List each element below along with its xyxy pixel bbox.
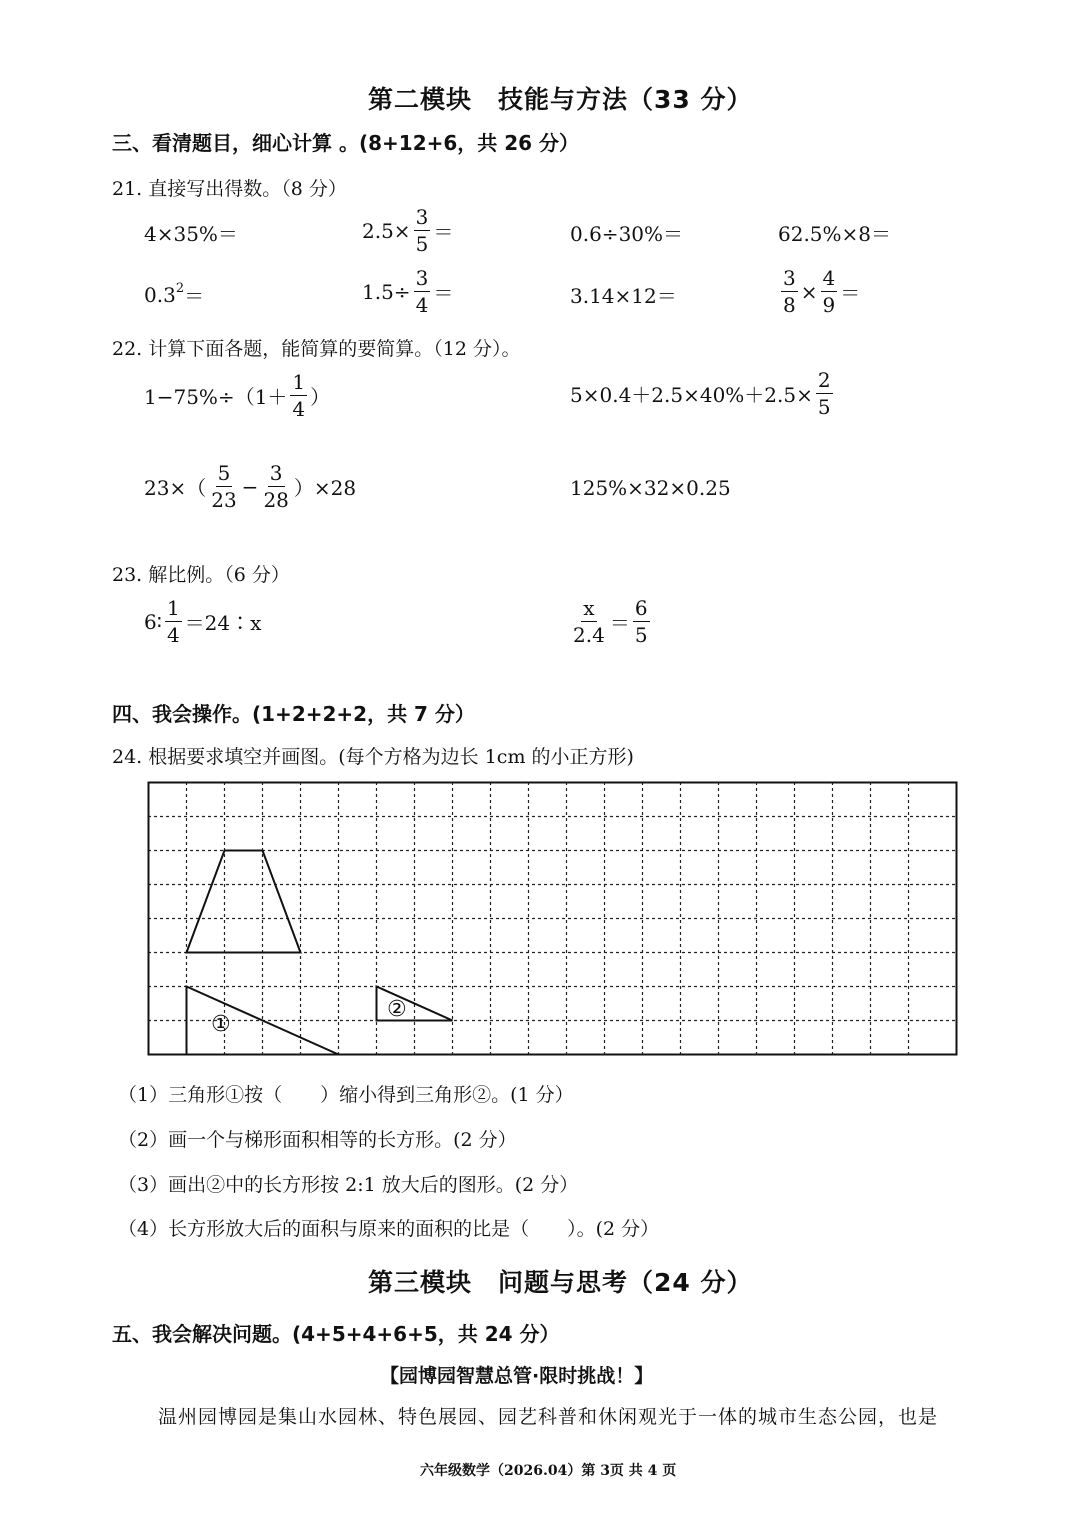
section-4-title: 四、我会操作。(1+2+2+2，共 7 分） <box>112 702 475 726</box>
expr-text: ＝24∶x <box>184 611 262 635</box>
section-5-title: 五、我会解决问题。(4+5+4+6+5，共 24 分） <box>112 1322 560 1346</box>
q21-expr-4 <box>778 218 891 247</box>
q24-sub-1: （1）三角形①按（ ）缩小得到三角形②。(1 分） <box>118 1084 574 1106</box>
expr-text: ＝ <box>433 220 454 244</box>
fraction <box>816 370 833 417</box>
module-3-title: 第三模块 问题与思考（24 分） <box>368 1268 753 1297</box>
denominator: 4 <box>166 623 180 647</box>
fraction <box>414 268 431 315</box>
q23-expr-2 <box>568 598 653 645</box>
fraction <box>821 268 838 315</box>
denominator: 9 <box>822 293 836 317</box>
q22-expr-1 <box>144 372 330 419</box>
q22-title: 22. 计算下面各题，能简算的要简算。（12 分）。 <box>112 338 521 360</box>
grid-lines <box>148 782 958 1055</box>
denominator: 4 <box>415 293 429 317</box>
q21-title: 21. 直接写出得数。（8 分） <box>112 178 347 200</box>
expr-text: 0.3 <box>144 282 176 307</box>
fraction <box>290 372 307 419</box>
q21-expr-3 <box>570 218 683 247</box>
denominator: 23 <box>211 488 237 512</box>
expr-text: 1−75%÷（1＋ <box>144 385 288 409</box>
q21-expr-7 <box>570 280 677 309</box>
expr-text: ＝ <box>184 284 205 308</box>
denominator: 8 <box>783 293 796 317</box>
expr-text: ＝ <box>433 281 454 305</box>
numerator: 3 <box>415 266 429 290</box>
triangle-1-label: ① <box>211 1012 231 1037</box>
q24-sub-2: （2）画一个与梯形面积相等的长方形。(2 分） <box>118 1129 517 1151</box>
expr-text: 5×0.4＋2.5×40%＋2.5× <box>570 383 813 407</box>
q21-expr-2 <box>362 207 453 254</box>
expr-text: 1.5÷ <box>362 279 411 304</box>
intro-paragraph: 温州园博园是集山水园林、特色展园、园艺科普和休闲观光于一体的城市生态公园，也是 <box>158 1406 939 1428</box>
operator: − <box>241 474 259 499</box>
expr-text: ） <box>310 385 331 409</box>
numerator: 3 <box>783 266 796 290</box>
expr-text: 0.6÷30%＝ <box>570 222 684 246</box>
q22-expr-3 <box>144 463 356 510</box>
expr-text: 3.14×12＝ <box>570 284 677 308</box>
fraction <box>261 463 290 510</box>
q23-title: 23. 解比例。（6 分） <box>112 564 290 586</box>
q21-expr-1 <box>144 218 238 247</box>
expr-text: 6∶ <box>144 609 162 634</box>
expr-text: ）×28 <box>293 476 357 500</box>
fraction <box>571 598 607 645</box>
exponent: 2 <box>175 281 185 296</box>
expr-text: 62.5%×8＝ <box>778 222 892 246</box>
denominator: 5 <box>415 232 429 256</box>
operator: ＝ <box>609 611 630 635</box>
expr-text: 4×35%＝ <box>144 222 238 246</box>
numerator: 6 <box>634 596 648 620</box>
numerator: 2 <box>817 368 831 392</box>
denominator: 5 <box>817 395 831 419</box>
q22-expr-2 <box>570 370 836 417</box>
module-2-title: 第二模块 技能与方法（33 分） <box>368 85 753 114</box>
q24-sub-4: （4）长方形放大后的面积与原来的面积的比是（ ）。(2 分） <box>118 1218 660 1240</box>
denominator: 2.4 <box>573 623 605 647</box>
numerator: 3 <box>415 205 429 229</box>
q24-title: 24. 根据要求填空并画图。(每个方格为边长 1cm 的小正方形) <box>112 746 634 768</box>
expr-text: 125%×32×0.25 <box>570 476 731 500</box>
fraction <box>414 207 431 254</box>
expr-text: 23×（ <box>144 476 207 500</box>
numerator: 1 <box>166 596 180 620</box>
numerator: x <box>583 596 595 620</box>
fraction <box>209 463 238 510</box>
grid-figure[interactable] <box>140 775 970 1065</box>
denominator: 4 <box>292 397 306 421</box>
numerator: 1 <box>292 370 306 394</box>
challenge-title: 【园博园智慧总管·限时挑战！】 <box>380 1365 654 1387</box>
q24-sub-3: （3）画出②中的长方形按 2:1 放大后的图形。(2 分） <box>118 1174 579 1196</box>
q22-expr-4 <box>570 476 731 500</box>
q21-expr-6 <box>362 268 453 315</box>
fraction <box>781 268 798 315</box>
numerator: 3 <box>269 461 283 485</box>
expr-text: ＝ <box>840 281 861 305</box>
fraction <box>633 598 650 645</box>
q21-expr-8 <box>778 268 860 315</box>
numerator: 5 <box>217 461 231 485</box>
q23-expr-1 <box>144 598 261 645</box>
numerator: 4 <box>822 266 836 290</box>
operator: × <box>800 279 818 304</box>
triangle-2-label: ② <box>387 997 407 1022</box>
denominator: 5 <box>634 623 648 647</box>
page-footer: 六年级数学（2026.04）第 3页 共 4 页 <box>420 1463 677 1479</box>
expr-text: 2.5× <box>362 218 411 243</box>
q21-expr-5 <box>144 280 204 309</box>
fraction <box>165 598 182 645</box>
denominator: 28 <box>263 488 289 512</box>
trapezoid <box>187 851 301 953</box>
section-3-title: 三、看清题目，细心计算 。(8+12+6，共 26 分） <box>112 131 580 155</box>
